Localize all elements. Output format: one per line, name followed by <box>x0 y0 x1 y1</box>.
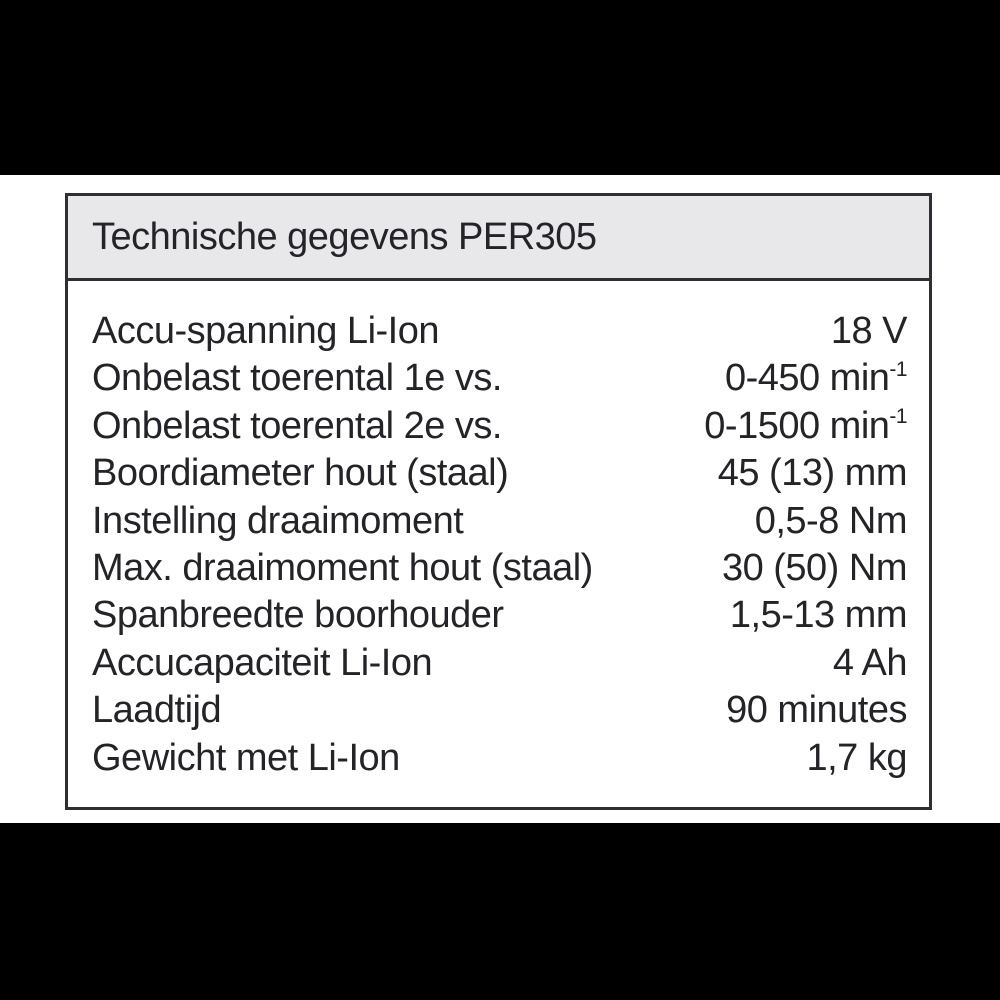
table-row <box>92 545 907 592</box>
spec-label: Accucapaciteit Li-Ion <box>92 641 433 684</box>
spec-label: Max. draaimoment hout (staal) <box>92 547 593 590</box>
spec-value <box>704 403 907 450</box>
table-row <box>92 355 907 402</box>
spec-label: Onbelast toerental 1e vs. <box>92 357 502 400</box>
spec-value-text: 1,7 kg <box>806 736 907 779</box>
table-title: Technische gegevens PER305 <box>68 196 929 281</box>
spec-label: Spanbreedte boorhouder <box>92 594 504 637</box>
spec-label: Instelling draaimoment <box>92 499 464 542</box>
table-row <box>92 687 907 734</box>
table-body <box>68 281 929 782</box>
spec-value <box>730 592 907 639</box>
spec-label: Laadtijd <box>92 689 222 732</box>
spec-value-superscript: -1 <box>889 405 907 429</box>
spec-value <box>831 308 907 355</box>
spec-value <box>726 687 907 734</box>
spec-label: Boordiameter hout (staal) <box>92 452 509 495</box>
spec-value-text: 0-1500 min <box>704 404 890 447</box>
table-row <box>92 308 907 355</box>
spec-value-text: 0-450 min <box>724 357 890 400</box>
table-row <box>92 640 907 687</box>
spec-value-text: 45 (13) mm <box>717 452 907 495</box>
spec-value-text: 90 minutes <box>726 689 907 732</box>
spec-label: Gewicht met Li-Ion <box>92 736 400 779</box>
spec-value-superscript: -1 <box>889 357 907 381</box>
spec-value <box>725 355 907 402</box>
spec-label: Onbelast toerental 2e vs. <box>92 404 502 447</box>
technical-data-table <box>65 193 932 810</box>
spec-value <box>722 545 907 592</box>
table-row <box>92 498 907 545</box>
table-row <box>92 403 907 450</box>
spec-value-text: 30 (50) Nm <box>721 547 907 590</box>
spec-label: Accu-spanning Li-Ion <box>92 310 439 352</box>
spec-value <box>833 640 907 687</box>
table-row <box>92 735 907 782</box>
table-row <box>92 592 907 639</box>
spec-value-text: 0,5-8 Nm <box>754 499 907 542</box>
manual-page <box>0 175 1000 823</box>
table-row <box>92 450 907 497</box>
spec-value-text: 1,5-13 mm <box>729 594 907 637</box>
spec-value <box>755 498 907 545</box>
spec-value <box>806 735 907 782</box>
spec-value <box>718 450 907 497</box>
spec-value-text: 18 V <box>830 310 907 352</box>
spec-value-text: 4 Ah <box>832 641 907 684</box>
